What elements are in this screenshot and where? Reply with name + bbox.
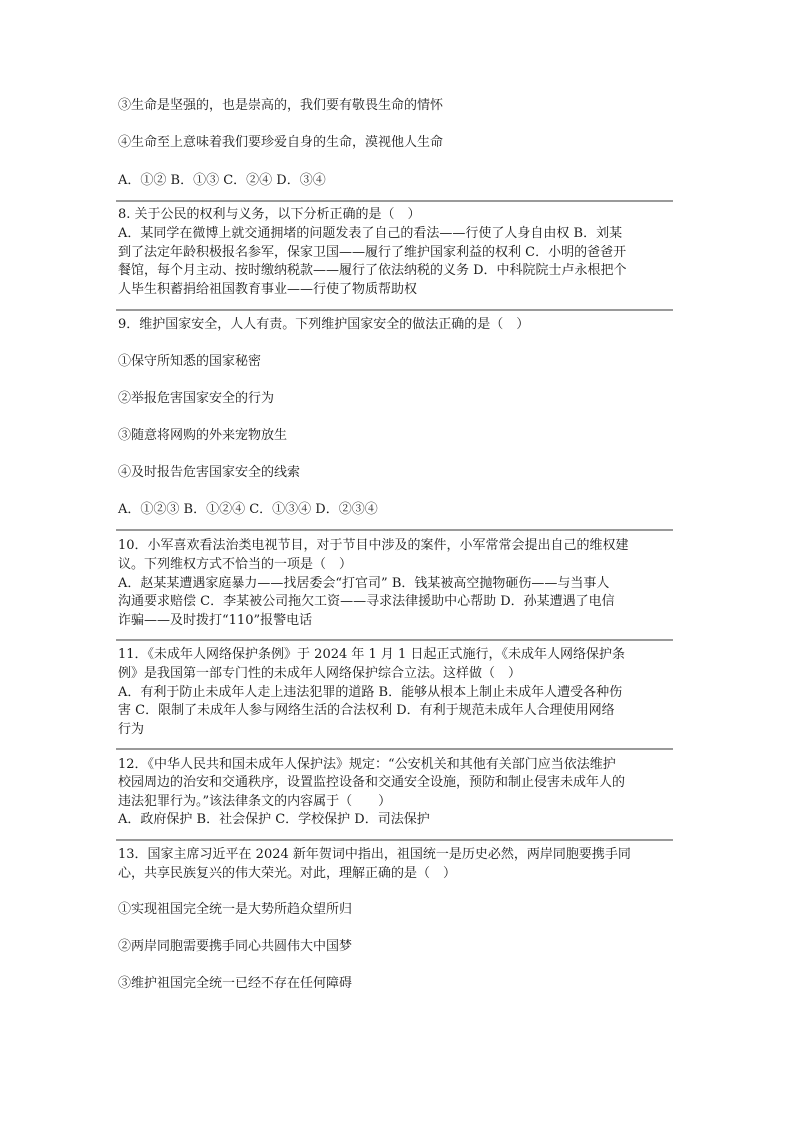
q11-line-4: 害 C．限制了未成年人参与网络生活的合法权利 D．有利于规范未成年人合理使用网络 [118,703,615,718]
q8-line-3: 餐馆，每个月主动、按时缴纳税款——履行了依法纳税的义务 D．中科院院士卢永根把个 [118,263,627,278]
q8-line-2: 到了法定年龄积极报名参军，保家卫国——履行了维护国家利益的权利 C．小明的爸爸开 [118,245,627,260]
q12-line-2: 校园周边的治安和交通秩序，设置监控设备和交通安全设施，预防和制止侵害未成年人的 [118,775,626,790]
q10-line-3: A．赵某某遭遇家庭暴力——找居委会“打官司” B．钱某被高空抛物砸伤——与当事人 [118,576,610,591]
q11-line-3: A．有利于防止未成年人走上违法犯罪的道路 B．能够从根本上制止未成年人遭受各种伤 [118,685,623,700]
q10-line-1: 10．小军喜欢看法治类电视节目，对于节目中涉及的案件，小军常常会提出自己的维权建 [118,538,629,553]
divider [116,839,673,841]
q13-option-3: ③维护祖国完全统一已经不存在任何障碍 [118,976,353,991]
q7-answer-choices: A．①② B．①③ C．②④ D．③④ [118,173,326,188]
q12-line-3: 违法犯罪行为。”该法律条文的内容属于（ ） [118,794,392,809]
q11-line-2: 例》是我国第一部专门性的未成年人网络保护综合立法。这样做（ ） [118,666,522,681]
q11-line-5: 行为 [118,722,145,737]
q12-answer-choices: A．政府保护 B．社会保护 C．学校保护 D．司法保护 [118,812,430,827]
q13-option-1: ①实现祖国完全统一是大势所趋众望所归 [118,902,353,917]
divider [116,309,673,311]
q8-stem: 8. 关于公民的权利与义务，以下分析正确的是（ ） [118,207,421,222]
q9-option-2: ②举报危害国家安全的行为 [118,391,275,406]
q11-line-1: 11．《未成年人网络保护条例》于 2024 年 1 月 1 日起正式施行，《未成年人网络保护条 [118,647,625,662]
q7-option-3: ③生命是坚强的，也是崇高的，我们要有敬畏生命的情怀 [118,98,444,113]
q8-line-1: A．某同学在微博上就交通拥堵的问题发表了自己的看法——行使了人身自由权 B．刘某 [118,226,623,241]
q9-stem: 9．维护国家安全，人人有责。下列维护国家安全的做法正确的是（ ） [118,317,530,332]
q9-option-4: ④及时报告危害国家安全的线索 [118,465,301,480]
q7-option-4: ④生命至上意味着我们要珍爱自身的生命，漠视他人生命 [118,135,444,150]
q10-line-2: 议。下列维权方式不恰当的一项是（ ） [118,557,353,572]
q10-line-5: 诈骗——及时拨打“110”报警电话 [118,613,313,628]
divider [116,529,673,531]
q13-option-2: ②两岸同胞需要携手同心共圆伟大中国梦 [118,939,353,954]
q13-line-2: 心，共享民族复兴的伟大荣光。对此，理解正确的是（ ） [118,866,457,881]
q13-line-1: 13．国家主席习近平在 2024 新年贺词中指出，祖国统一是历史必然，两岸同胞要携手同 [118,847,631,862]
divider [116,639,673,641]
q9-option-1: ①保守所知悉的国家秘密 [118,354,262,369]
q10-line-4: 沟通要求赔偿 C．李某被公司拖欠工资——寻求法律援助中心帮助 D．孙某遭遇了电信 [118,594,615,609]
divider [116,748,673,750]
q8-line-4: 人毕生积蓄捐给祖国教育事业——行使了物质帮助权 [118,282,418,297]
q12-line-1: 12．《中华人民共和国未成年人保护法》规定：“公安机关和其他有关部门应当依法维护 [118,757,616,772]
divider [116,200,673,202]
q9-option-3: ③随意将网购的外来宠物放生 [118,428,288,443]
q9-answer-choices: A．①②③ B．①②④ C．①③④ D．②③④ [118,502,378,517]
